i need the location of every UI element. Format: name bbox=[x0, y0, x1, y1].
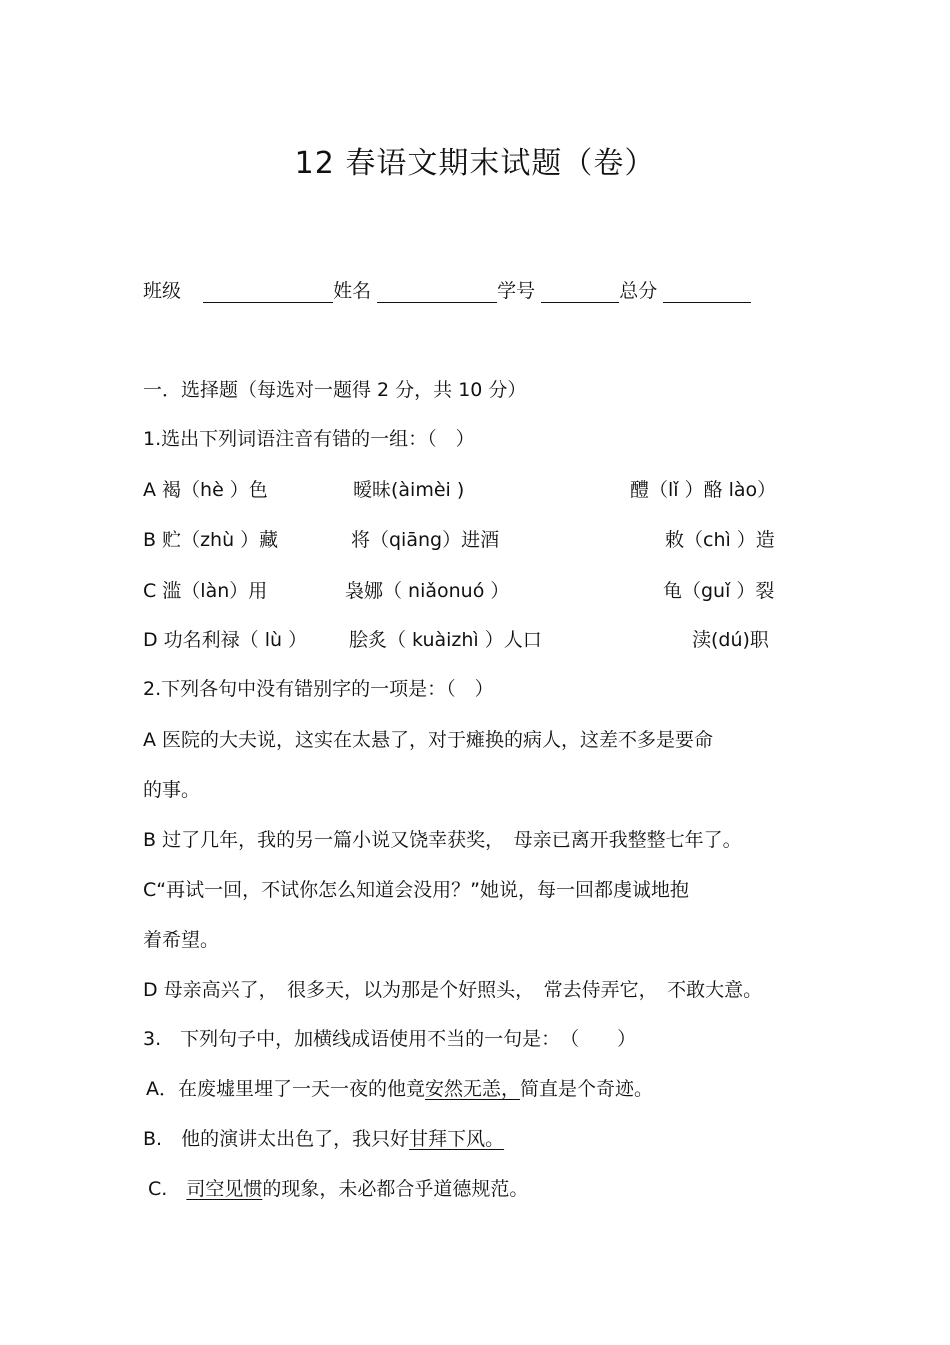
q2-option-b: B 过了几年，我的另一篇小说又饶幸获奖， 母亲已离开我整整七年了。 bbox=[143, 829, 742, 851]
q2-option-a-line1: A 医院的大夫说，这实在太悬了，对于瘫换的病人，这差不多是要命 bbox=[143, 729, 714, 751]
info-row bbox=[143, 279, 751, 303]
q3-option-b-underlined-idiom: 甘拜下风。 bbox=[409, 1128, 505, 1150]
score-field[interactable] bbox=[663, 282, 751, 303]
q1-option-d-1: D 功名利禄（ lù ） bbox=[143, 629, 308, 651]
class-field[interactable] bbox=[203, 282, 333, 303]
page-title: 12 春语文期末试题（卷） bbox=[294, 146, 656, 181]
q1-option-b-1: B 贮（zhù ）藏 bbox=[143, 529, 279, 551]
class-label: 班级 bbox=[143, 280, 182, 302]
q1-option-b-2: 将（qiāng）进酒 bbox=[351, 529, 500, 551]
q1-option-a-2: 暧昧(àimèi ) bbox=[353, 479, 465, 501]
id-label: 学号 bbox=[497, 280, 536, 302]
q3-option-c-underlined-idiom: 司空见惯 bbox=[186, 1178, 263, 1200]
q1-option-d-2: 脍炙（ kuàizhì ）人口 bbox=[349, 629, 542, 651]
name-field[interactable] bbox=[377, 282, 497, 303]
q2-option-a-line2: 的事。 bbox=[143, 779, 201, 801]
q3-option-b bbox=[143, 1127, 504, 1151]
q3-option-a-underlined-idiom: 安然无恙， bbox=[425, 1078, 521, 1100]
q1-option-b-3: 敕（chì ）造 bbox=[665, 529, 775, 551]
q3-option-b-text-before: B. 他的演讲太出色了，我只好 bbox=[143, 1128, 410, 1150]
section-heading: 一．选择题（每选对一题得 2 分，共 10 分） bbox=[143, 379, 527, 401]
question-3-stem: 3. 下列句子中，加横线成语使用不当的一句是： （ ） bbox=[143, 1028, 637, 1050]
question-2-stem: 2.下列各句中没有错别字的一项是：（ ） bbox=[143, 678, 494, 700]
q3-option-a-text-before: A．在废墟里埋了一天一夜的他竟 bbox=[146, 1078, 425, 1100]
q3-option-a-text-after: 简直是个奇迹。 bbox=[520, 1078, 654, 1100]
q1-option-c-1: C 滥（làn）用 bbox=[143, 580, 268, 602]
q2-option-d: D 母亲高兴了， 很多天，以为那是个好照头， 常去侍弄它， 不敢大意。 bbox=[143, 979, 763, 1001]
question-1-stem: 1.选出下列词语注音有错的一组：（ ） bbox=[143, 428, 475, 450]
q2-option-c-line2: 着希望。 bbox=[143, 929, 220, 951]
name-label: 姓名 bbox=[333, 280, 372, 302]
q3-option-c bbox=[148, 1177, 528, 1201]
id-field[interactable] bbox=[541, 282, 619, 303]
q3-option-a bbox=[146, 1077, 653, 1101]
q3-option-c-text-after: 的现象，未必都合乎道德规范。 bbox=[262, 1178, 529, 1200]
q1-option-c-2: 袅娜（ niǎonuó ） bbox=[345, 580, 510, 602]
score-label: 总分 bbox=[619, 280, 658, 302]
q2-option-c-line1: C“再试一回，不试你怎么知道会没用？”她说，每一回都虔诚地抱 bbox=[143, 879, 689, 901]
q1-option-d-3: 渎(dú)职 bbox=[692, 629, 769, 651]
q1-option-a-3: 醴（lǐ ）酪 lào） bbox=[630, 479, 777, 501]
q1-option-c-3: 龟（guǐ ）裂 bbox=[663, 580, 775, 602]
q3-option-c-label: C. bbox=[148, 1178, 187, 1200]
q1-option-a-1: A 褐（hè ）色 bbox=[143, 479, 268, 501]
